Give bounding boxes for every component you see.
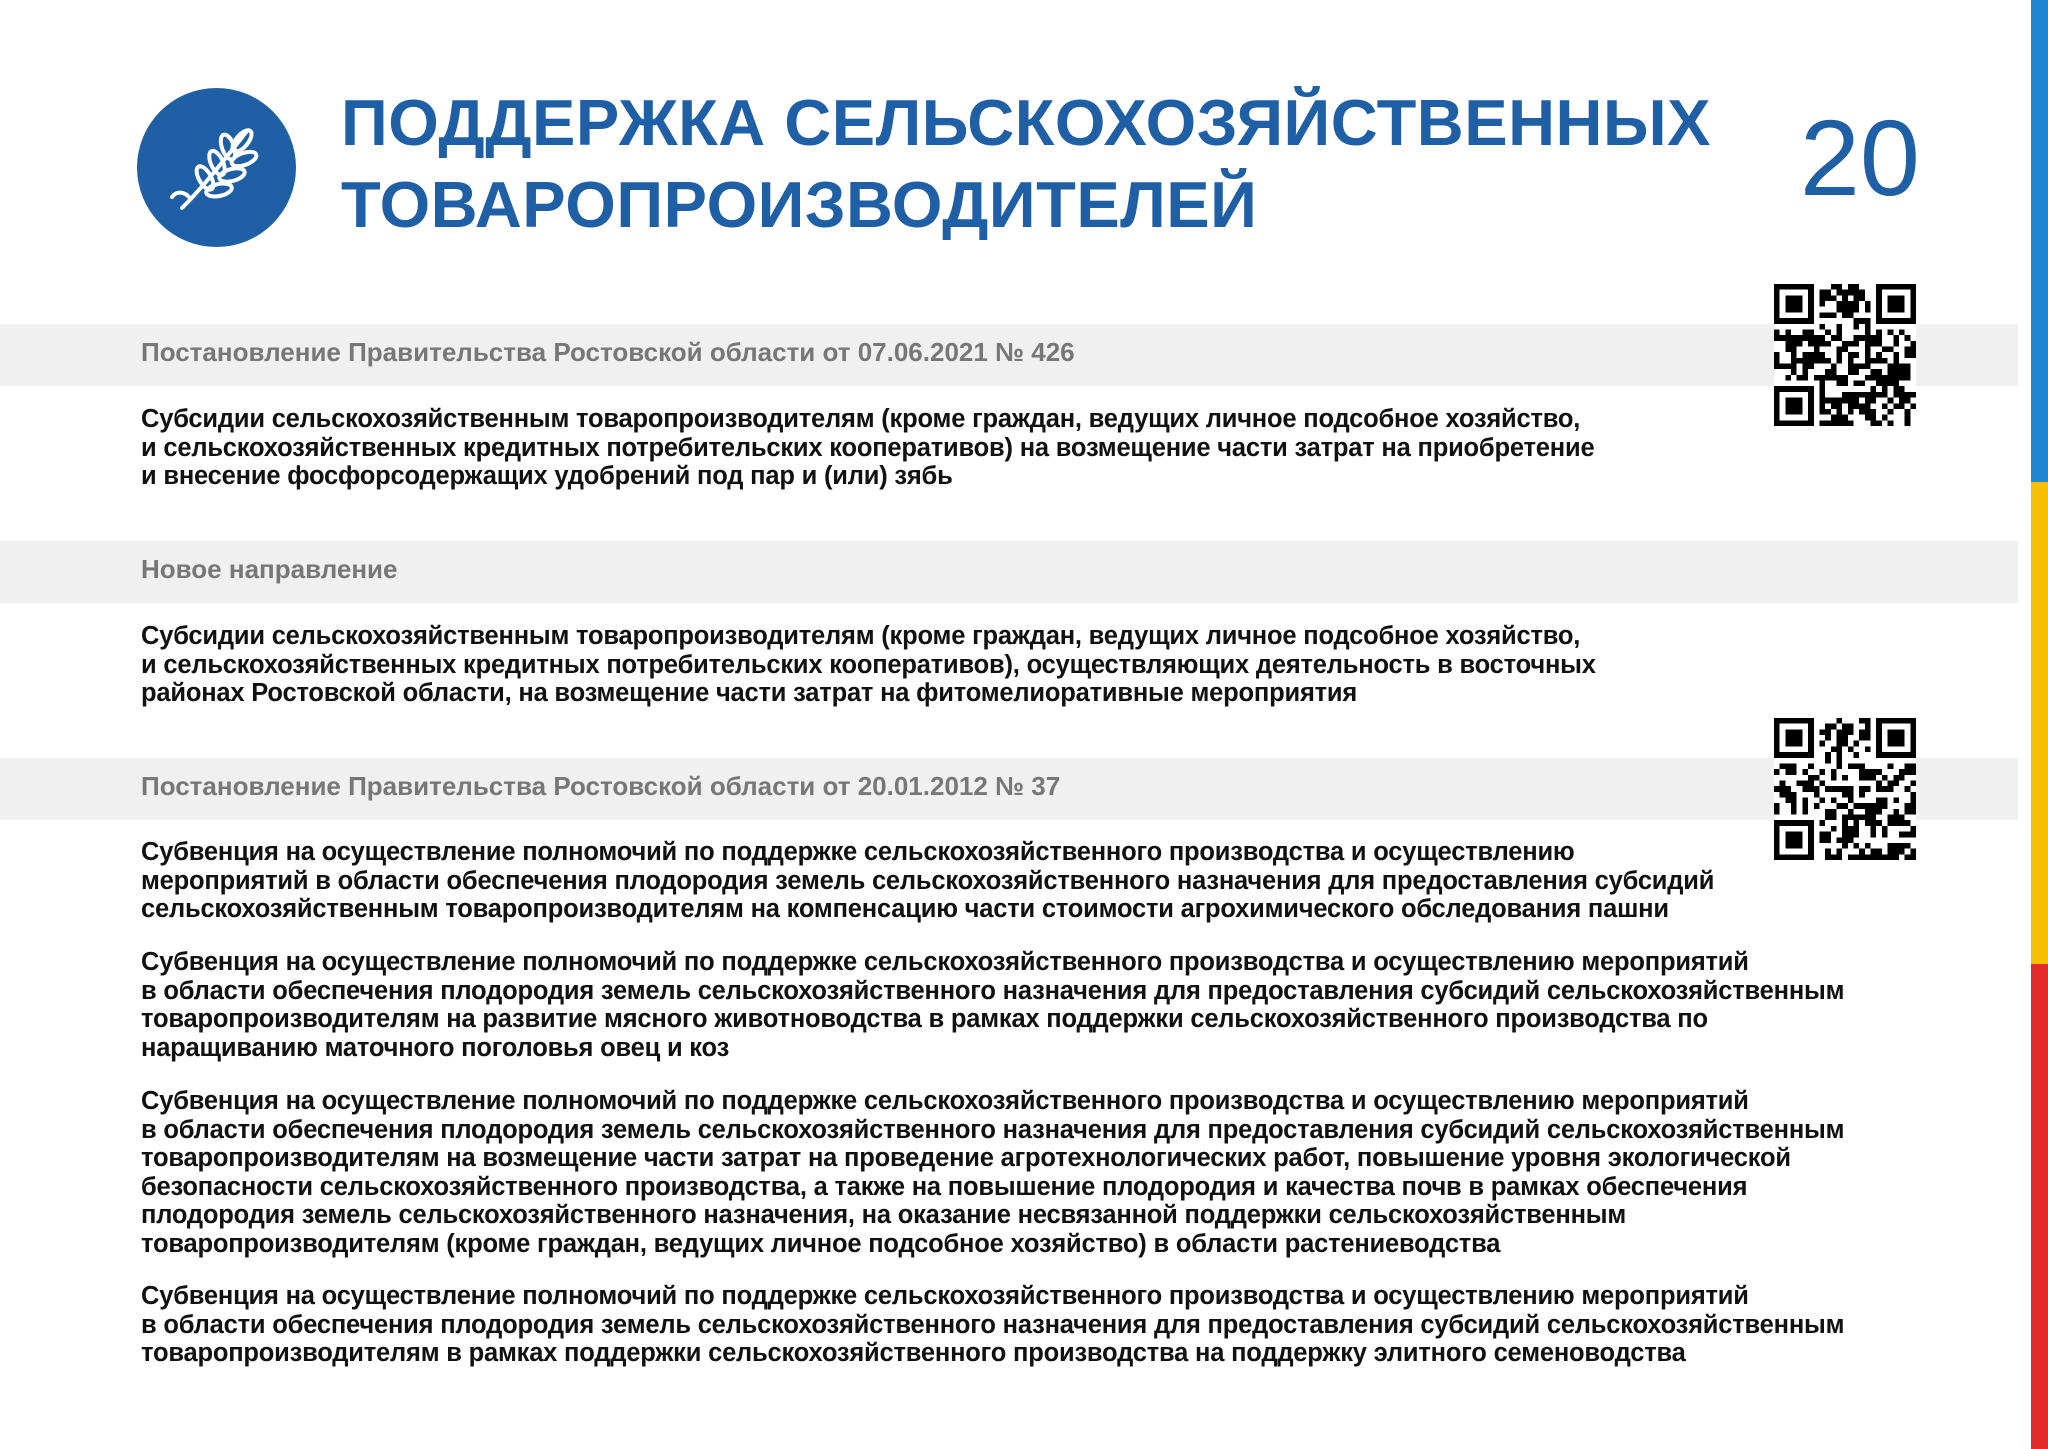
paragraph-line: Субсидии сельскохозяйственным товаропроизводителям (кроме граждан, ведущих личное подсобное хозяйство,: [141, 405, 1581, 433]
paragraph-line: сельскохозяйственным товаропроизводителям на компенсацию части стоимости агрохимического обследования пашни: [141, 895, 1669, 923]
wheat-icon: [162, 113, 272, 223]
page-number: 20: [1799, 97, 1920, 218]
side-strip-yellow: [2031, 482, 2048, 964]
page-title: [341, 82, 1721, 246]
paragraph-line: и сельскохозяйственных кредитных потребительских кооперативов) на возмещение части затрат на приобретение: [141, 433, 1595, 462]
section-heading: Постановление Правительства Ростовской области от 20.01.2012 № 37: [141, 771, 1061, 801]
section-paragraph: [141, 1087, 1844, 1258]
section-paragraph: [141, 948, 1844, 1062]
paragraph-line: наращиванию маточного поголовья овец и коз: [141, 1033, 730, 1062]
side-strip-blue: [2031, 0, 2048, 482]
paragraph-line: безопасности сельскохозяйственного производства, а также на повышение плодородия и качества почв в рамках обеспечения: [141, 1172, 1748, 1201]
paragraph-line: районах Ростовской области, на возмещение части затрат на фитомелиоративные мероприятия: [141, 679, 1358, 707]
paragraph-line: товаропроизводителям (кроме граждан, ведущих личное подсобное хозяйство) в области растениеводства: [141, 1229, 1501, 1258]
paragraph-line: плодородия земель сельскохозяйственного назначения, на оказание несвязанной поддержки сельскохозяйственным: [141, 1201, 1627, 1229]
section-paragraph: [141, 622, 1596, 708]
qr-code-icon[interactable]: [1774, 718, 1916, 860]
section-paragraph: [141, 838, 1714, 924]
section-heading: Новое направление: [141, 554, 398, 584]
paragraph-line: Субвенция на осуществление полномочий по поддержке сельскохозяйственного производства и осуществлению мероприятий: [141, 1087, 1749, 1115]
paragraph-line: Субвенция на осуществление полномочий по поддержке сельскохозяйственного производства и осуществлению мероприятий: [141, 1282, 1749, 1310]
paragraph-line: и внесение фосфорсодержащих удобрений под пар и (или) зябь: [141, 462, 953, 490]
paragraph-line: Субвенция на осуществление полномочий по поддержке сельскохозяйственного производства и осуществлению: [141, 838, 1575, 866]
section-paragraph: [141, 405, 1594, 491]
qr-code-icon[interactable]: [1774, 284, 1916, 426]
paragraph-line: Субвенция на осуществление полномочий по поддержке сельскохозяйственного производства и осуществлению мероприятий: [141, 948, 1749, 976]
paragraph-line: мероприятий в области обеспечения плодородия земель сельскохозяйственного назначения для предоставления субсидий: [141, 866, 1715, 895]
paragraph-line: в области обеспечения плодородия земель сельскохозяйственного назначения для предоставления субсидий сельскохозяйственным: [141, 1115, 1845, 1144]
paragraph-line: товаропроизводителям на развитие мясного животноводства в рамках поддержки сельскохозяйственного производства по: [141, 1005, 1708, 1033]
section-heading: Постановление Правительства Ростовской области от 07.06.2021 № 426: [141, 337, 1075, 367]
paragraph-line: в области обеспечения плодородия земель сельскохозяйственного назначения для предоставления субсидий сельскохозяйственным: [141, 976, 1845, 1005]
side-strip-red: [2031, 964, 2048, 1449]
paragraph-line: товаропроизводителям на возмещение части затрат на проведение агротехнологических работ, повышение уровня экологической: [141, 1144, 1791, 1172]
title-line: ПОДДЕРЖКА СЕЛЬСКОХОЗЯЙСТВЕННЫХ: [341, 86, 1711, 159]
paragraph-line: товаропроизводителям в рамках поддержки сельскохозяйственного производства на поддержку элитного семеноводства: [141, 1339, 1686, 1367]
paragraph-line: Субсидии сельскохозяйственным товаропроизводителям (кроме граждан, ведущих личное подсобное хозяйство,: [141, 622, 1581, 650]
title-line: ТОВАРОПРОИЗВОДИТЕЛЕЙ: [341, 168, 1258, 241]
paragraph-line: в области обеспечения плодородия земель сельскохозяйственного назначения для предоставления субсидий сельскохозяйственным: [141, 1310, 1845, 1339]
section-paragraph: [141, 1282, 1844, 1368]
logo-wheat: [137, 88, 296, 247]
paragraph-line: и сельскохозяйственных кредитных потребительских кооперативов), осуществляющих деятельность в восточных: [141, 650, 1596, 679]
